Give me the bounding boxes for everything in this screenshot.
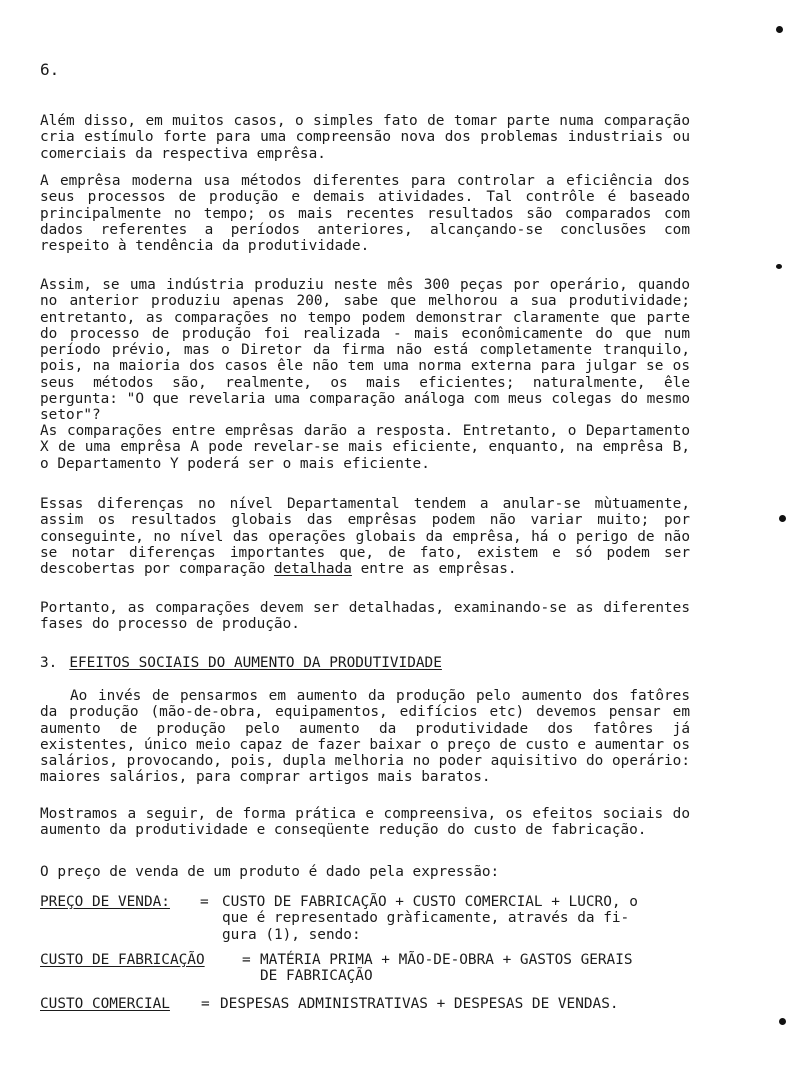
paragraph-8: Mostramos a seguir, de forma prática e compreensiva, os efeitos sociais do aumento da produtividade e conseqüente redução do custo de fabricação. bbox=[40, 806, 690, 839]
scan-speck bbox=[776, 264, 782, 269]
section-title: EFEITOS SOCIAIS DO AUMENTO DA PRODUTIVIDADE bbox=[69, 655, 442, 671]
formula-sale-price-equals: = bbox=[200, 894, 209, 910]
formula-sale-price-label: PREÇO DE VENDA: bbox=[40, 894, 170, 910]
page-number: 6. bbox=[40, 60, 60, 79]
section-number: 3. bbox=[40, 655, 58, 671]
formula-commercial-cost-label: CUSTO COMERCIAL bbox=[40, 996, 170, 1012]
formula-commercial-cost-equals: = bbox=[201, 996, 210, 1012]
formula-manufacturing-cost bbox=[40, 952, 700, 986]
formula-commercial-cost-definition bbox=[220, 996, 700, 1012]
formula-sale-price bbox=[40, 894, 700, 946]
scan-speck bbox=[776, 26, 783, 33]
paragraph-5-underlined-word: detalhada bbox=[273, 561, 352, 578]
paragraph-2: A emprêsa moderna usa métodos diferentes para controlar a eficiência dos seus processos de produção e demais atividades. Tal contrôle é baseado principalmente no tempo; os mais recentes resultados são comparados com dados referentes a períodos anteriores, alcançando-se conclusões com respeito à tendência da produtividade. bbox=[40, 173, 690, 255]
formula-manufacturing-cost-definition bbox=[260, 952, 700, 985]
formula-manufacturing-cost-label: CUSTO DE FABRICAÇÃO bbox=[40, 952, 205, 968]
paragraph-9: O preço de venda de um produto é dado pela expressão: bbox=[40, 864, 500, 880]
paragraph-4: As comparações entre emprêsas darão a resposta. Entretanto, o Departamento X de uma emprêsa A pode revelar-se mais eficiente, enquanto, na emprêsa B, o Departamento Y poderá ser o mais eficiente. bbox=[40, 423, 690, 472]
paragraph-3: Assim, se uma indústria produziu neste mês 300 peças por operário, quando no anterior produziu apenas 200, sabe que melhorou a sua produtividade; entretanto, as comparações no tempo podem demonstrar claramente que parte do processo de produção foi realizada - mais econômicamente do que num período prévio, mas o Diretor da firma não está completamente tranquilo, pois, na maioria dos casos êle não tem uma norma externa para julgar se os seus métodos são, realmente, os mais eficientes; naturalmente, êle pergunta: "O que revelaria uma comparação análoga com meus colegas do mesmo setor"? bbox=[40, 277, 690, 424]
formula-sale-price-definition bbox=[222, 894, 700, 943]
formula-sale-price-line-2: que é representado gràficamente, através da fi- bbox=[222, 910, 630, 927]
formula-manufacturing-cost-line-2: DE FABRICAÇÃO bbox=[260, 968, 373, 985]
paragraph-5-text-a: Essas diferenças no nível Departamental tendem a anular-se mùtuamente, assim os resultados globais das emprêsas podem não variar muito; por conseguinte, no nível das operações globais da emprêsa, há o perigo de não se notar diferenças importantes que, de fato, existem e só podem ser descobertas por comparação bbox=[40, 496, 690, 578]
paragraph-5-text-b: entre as emprêsas. bbox=[351, 561, 517, 578]
formula-sale-price-line-3: gura (1), sendo: bbox=[222, 926, 361, 943]
paragraph-6: Portanto, as comparações devem ser detalhadas, examinando-se as diferentes fases do processo de produção. bbox=[40, 600, 690, 633]
scan-speck bbox=[779, 1018, 786, 1025]
paragraph-1: Além disso, em muitos casos, o simples fato de tomar parte numa comparação cria estímulo forte para uma compreensão nova dos problemas industriais ou comerciais da respectiva emprêsa. bbox=[40, 113, 690, 162]
formula-commercial-cost bbox=[40, 996, 700, 1014]
formula-commercial-cost-line-1: DESPESAS ADMINISTRATIVAS + DESPESAS DE VENDAS. bbox=[220, 996, 619, 1012]
formula-manufacturing-cost-line-1: MATÉRIA PRIMA + MÃO-DE-OBRA + GASTOS GERAIS bbox=[260, 952, 633, 968]
formula-manufacturing-cost-equals: = bbox=[242, 952, 251, 968]
paragraph-7: Ao invés de pensarmos em aumento da produção pelo aumento dos fatôres da produção (mão-de-obra, equipamentos, edifícios etc) devemos pensar em aumento de produção pelo aumento da produtividade dos fatôres já existentes, único meio capaz de fazer baixar o preço de custo e aumentar os salários, provocando, pois, dupla melhoria no poder aquisitivo do operário: maiores salários, para comprar artigos mais baratos. bbox=[40, 688, 690, 786]
paragraph-5 bbox=[40, 496, 690, 577]
section-heading bbox=[40, 655, 442, 671]
formula-sale-price-line-1: CUSTO DE FABRICAÇÃO + CUSTO COMERCIAL + LUCRO, o bbox=[222, 894, 638, 910]
scan-speck bbox=[779, 515, 786, 522]
